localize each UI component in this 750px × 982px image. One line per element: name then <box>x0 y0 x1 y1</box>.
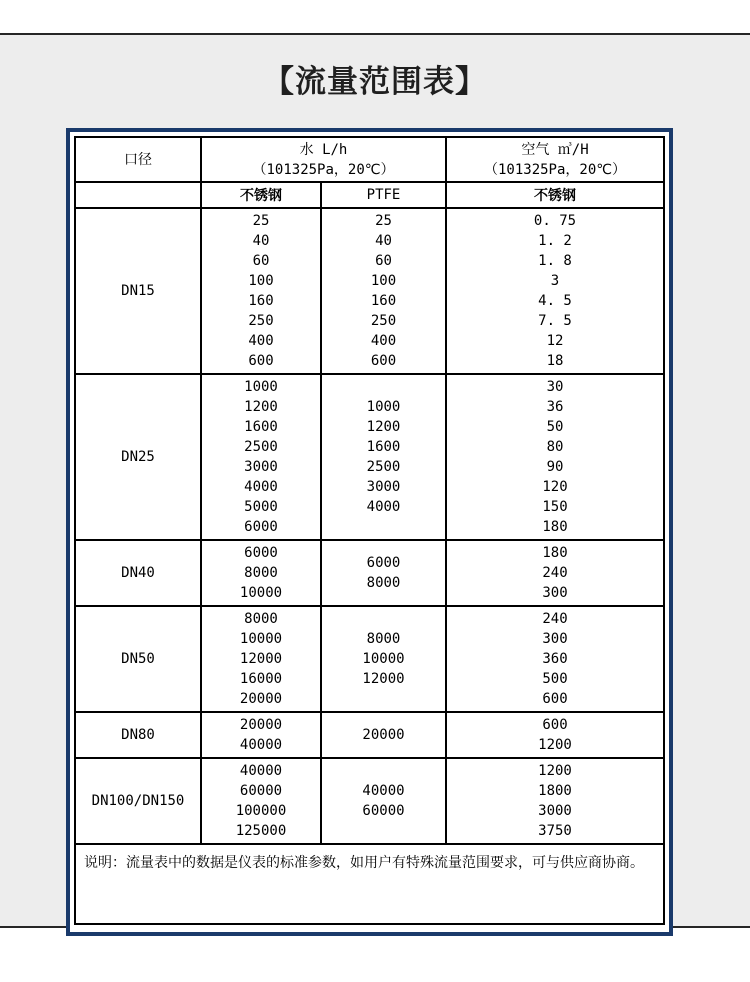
value-line: 125000 <box>235 823 287 839</box>
value-line: 120 <box>542 479 568 495</box>
header-air-title: 空气 ㎥/H <box>521 141 589 158</box>
header-air-ss: 不锈钢 <box>445 183 663 207</box>
value-line: 25 <box>375 213 392 229</box>
water-ss-cell <box>200 541 320 605</box>
value-line: 600 <box>542 691 568 707</box>
table-body <box>76 207 663 843</box>
value-line: 1000 <box>244 379 278 395</box>
value-line: 4. 5 <box>538 293 572 309</box>
header-row-units <box>76 138 663 181</box>
value-line: 12000 <box>239 651 283 667</box>
table-row <box>76 539 663 605</box>
table-row <box>76 373 663 539</box>
value-line: 1600 <box>244 419 278 435</box>
header-empty-cell <box>76 183 200 207</box>
value-line: 40000 <box>239 763 283 779</box>
value-line: 600 <box>542 717 568 733</box>
value-line: 4000 <box>244 479 278 495</box>
value-line: 1000 <box>366 399 401 415</box>
value-line: 1200 <box>366 419 401 435</box>
value-line: 40000 <box>239 737 283 753</box>
value-line: 3750 <box>538 823 572 839</box>
value-line: 60000 <box>362 803 405 819</box>
value-line: 600 <box>248 353 274 369</box>
value-line: 60 <box>375 253 392 269</box>
content-band <box>0 33 750 928</box>
caliber-cell: DN50 <box>121 651 155 667</box>
header-caliber: 口径 <box>124 151 152 168</box>
value-line: 6000 <box>366 555 401 571</box>
value-line: 250 <box>370 313 397 329</box>
value-line: 3000 <box>244 459 278 475</box>
value-line: 25 <box>252 213 270 229</box>
air-ss-cell <box>445 759 663 843</box>
value-line: 150 <box>542 499 568 515</box>
value-line: 3000 <box>538 803 572 819</box>
table-row <box>76 207 663 373</box>
value-line: 90 <box>546 459 564 475</box>
value-line: 16000 <box>239 671 283 687</box>
header-water-title: 水 L/h <box>299 141 348 158</box>
value-line: 240 <box>542 611 568 627</box>
air-ss-cell <box>445 713 663 757</box>
water-ptfe-cell <box>320 541 445 605</box>
water-ptfe-cell <box>320 759 445 843</box>
air-ss-cell <box>445 607 663 711</box>
water-ss-cell <box>200 375 320 539</box>
value-line: 30 <box>546 379 564 395</box>
header-air-group <box>445 138 663 181</box>
value-line: 6000 <box>244 519 278 535</box>
flow-range-table <box>66 128 673 936</box>
value-line: 1. 8 <box>538 253 572 269</box>
table-row <box>76 711 663 757</box>
value-line: 2500 <box>244 439 278 455</box>
value-line: 1. 2 <box>538 233 572 249</box>
value-line: 1800 <box>538 783 572 799</box>
value-line: 500 <box>542 671 568 687</box>
value-line: 80 <box>546 439 564 455</box>
water-ss-cell <box>200 607 320 711</box>
value-line: 6000 <box>244 545 278 561</box>
value-line: 8000 <box>244 611 278 627</box>
value-line: 100000 <box>235 803 287 819</box>
value-line: 20000 <box>239 691 283 707</box>
caliber-cell: DN25 <box>121 449 155 465</box>
value-line: 300 <box>542 631 568 647</box>
header-water-group <box>200 138 445 181</box>
value-line: 360 <box>542 651 568 667</box>
value-line: 12000 <box>362 671 405 687</box>
note-row: 说明：流量表中的数据是仪表的标准参数，如用户有特殊流量范围要求，可与供应商协商。 <box>76 843 663 923</box>
value-line: 12 <box>546 333 564 349</box>
value-line: 250 <box>248 313 274 329</box>
caliber-cell: DN80 <box>121 727 155 743</box>
value-line: 40 <box>375 233 392 249</box>
table-grid <box>74 136 665 925</box>
value-line: 8000 <box>366 575 401 591</box>
caliber-cell: DN40 <box>121 565 155 581</box>
value-line: 36 <box>546 399 564 415</box>
value-line: 160 <box>248 293 274 309</box>
value-line: 1600 <box>366 439 401 455</box>
water-ss-cell <box>200 759 320 843</box>
value-line: 7. 5 <box>538 313 572 329</box>
header-water-condition: （101325Pa，20℃） <box>252 161 395 178</box>
caliber-cell: DN15 <box>121 283 155 299</box>
value-line: 18 <box>546 353 564 369</box>
table-row <box>76 757 663 843</box>
value-line: 40000 <box>362 783 405 799</box>
value-line: 60000 <box>239 783 283 799</box>
value-line: 5000 <box>244 499 278 515</box>
value-line: 3 <box>550 273 560 289</box>
page-title: 【流量范围表】 <box>263 64 487 100</box>
value-line: 100 <box>370 273 397 289</box>
header-row-materials <box>76 181 663 207</box>
value-line: 2500 <box>366 459 401 475</box>
header-water-ptfe: PTFE <box>320 183 445 207</box>
water-ss-cell <box>200 713 320 757</box>
table-row <box>76 605 663 711</box>
value-line: 1200 <box>538 737 572 753</box>
value-line: 300 <box>542 585 568 601</box>
value-line: 100 <box>248 273 274 289</box>
caliber-cell: DN100/DN150 <box>91 793 185 809</box>
value-line: 60 <box>252 253 270 269</box>
value-line: 10000 <box>239 585 283 601</box>
value-line: 10000 <box>239 631 283 647</box>
header-air-condition: （101325Pa，20℃） <box>483 161 626 178</box>
value-line: 20000 <box>362 727 405 743</box>
value-line: 180 <box>542 519 568 535</box>
value-line: 40 <box>252 233 270 249</box>
value-line: 1200 <box>244 399 278 415</box>
water-ptfe-cell <box>320 713 445 757</box>
air-ss-cell <box>445 375 663 539</box>
water-ptfe-cell <box>320 607 445 711</box>
value-line: 10000 <box>362 651 405 667</box>
air-ss-cell <box>445 541 663 605</box>
water-ptfe-cell <box>320 375 445 539</box>
value-line: 3000 <box>366 479 401 495</box>
value-line: 0. 75 <box>533 213 577 229</box>
value-line: 400 <box>370 333 397 349</box>
value-line: 50 <box>546 419 564 435</box>
water-ptfe-cell <box>320 209 445 373</box>
air-ss-cell <box>445 209 663 373</box>
water-ss-cell <box>200 209 320 373</box>
value-line: 8000 <box>366 631 401 647</box>
value-line: 160 <box>370 293 397 309</box>
header-water-ss: 不锈钢 <box>200 183 320 207</box>
value-line: 4000 <box>366 499 401 515</box>
value-line: 600 <box>370 353 397 369</box>
value-line: 180 <box>542 545 568 561</box>
value-line: 240 <box>542 565 568 581</box>
value-line: 1200 <box>538 763 572 779</box>
value-line: 20000 <box>239 717 283 733</box>
value-line: 8000 <box>244 565 278 581</box>
value-line: 400 <box>248 333 274 349</box>
